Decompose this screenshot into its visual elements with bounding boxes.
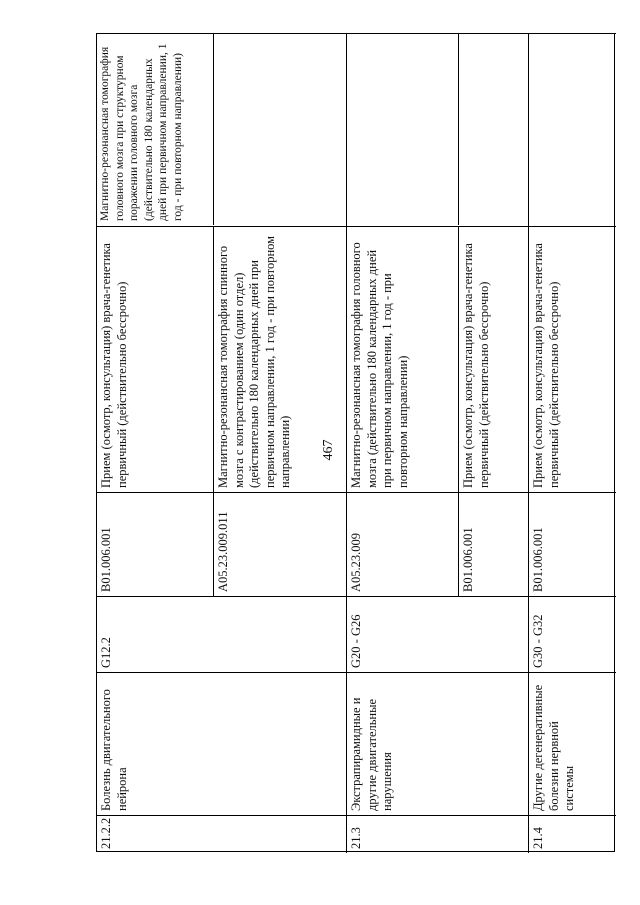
- row1-code-cell: [97, 597, 213, 672]
- row2-service1-code: A05.23.009: [349, 532, 363, 592]
- row1-service1-name: Прием (осмотр, консультация) врача-генетика первичный (действительно бессрочно): [99, 243, 129, 488]
- row2-code-cell: [347, 597, 528, 672]
- row2-number-cell: [347, 816, 528, 853]
- row1-disease: Болезнь двигательного нейрона: [99, 689, 129, 811]
- row3-code-cell: [529, 597, 616, 672]
- row1-service1-name-cell: [97, 227, 213, 492]
- row1-number-cell: [97, 816, 213, 853]
- row2-service2-name-cell: [459, 227, 528, 492]
- row1-disease-cell: [97, 673, 213, 815]
- row1-service1-code: B01.006.001: [99, 527, 113, 592]
- row3-service1-name-cell: [529, 227, 616, 492]
- row2-service2-name: Прием (осмотр, консультация) врача-генетика первичный (действительно бессрочно): [461, 243, 491, 488]
- row2-disease: Экстрапирамидные и другие двигательные нарушения: [349, 697, 394, 811]
- row2-service2-code: B01.006.001: [461, 527, 475, 592]
- row3-disease-cell: [529, 673, 616, 815]
- row2-service1-name: Магнитно-резонансная томография головного мозга (действительно 180 календарных дней при первичном направлении, 1 год - при повторном направлении): [349, 242, 410, 488]
- row3-service1-code: B01.006.001: [531, 527, 545, 592]
- row3-number: 21.4: [531, 827, 545, 849]
- row3-service1-code-cell: [529, 493, 616, 596]
- row2-disease-cell: [347, 673, 528, 815]
- row1-service2-name: Магнитно-резонансная томография спинного мозга с контрастированием (один отдел) (действительно 180 календарных дней при первичном направлении, 1 год - при повторном направлении): [216, 235, 292, 488]
- row2-number: 21.3: [349, 827, 363, 849]
- row2-service1-code-cell: [347, 493, 458, 596]
- row1-service2-name-cell: [214, 227, 346, 492]
- row3-code: G30 - G32: [531, 614, 545, 668]
- row1-extra-name-cell: [96, 33, 212, 225]
- row3-service1-name: Прием (осмотр, консультация) врача-генетика первичный (действительно бессрочно): [531, 243, 561, 488]
- row1-service2-code: A05.23.009.011: [216, 511, 230, 592]
- row3-number-cell: [529, 816, 616, 853]
- row2-code: G20 - G26: [349, 614, 363, 668]
- row1-number: 21.2.2: [99, 817, 113, 849]
- row3-disease: Другие дегенеративные болезни нервной системы: [531, 684, 576, 811]
- row1-code: G12.2: [99, 637, 113, 668]
- extra-divider-1: [213, 34, 214, 225]
- page-number: 467: [321, 439, 336, 461]
- row2-service1-name-cell: [347, 227, 458, 492]
- row1-extra-name: Магнитно-резонансная томография головного мозга при структурном поражении головного мозга (действительно 180 календарных дней при первичном направлении, 1 год - при повторном направлении): [99, 43, 184, 221]
- extra-divider-2: [458, 34, 459, 225]
- row1-service2-code-cell: [214, 493, 346, 596]
- row2-service2-code-cell: [459, 493, 528, 596]
- row1-service1-code-cell: [97, 493, 213, 596]
